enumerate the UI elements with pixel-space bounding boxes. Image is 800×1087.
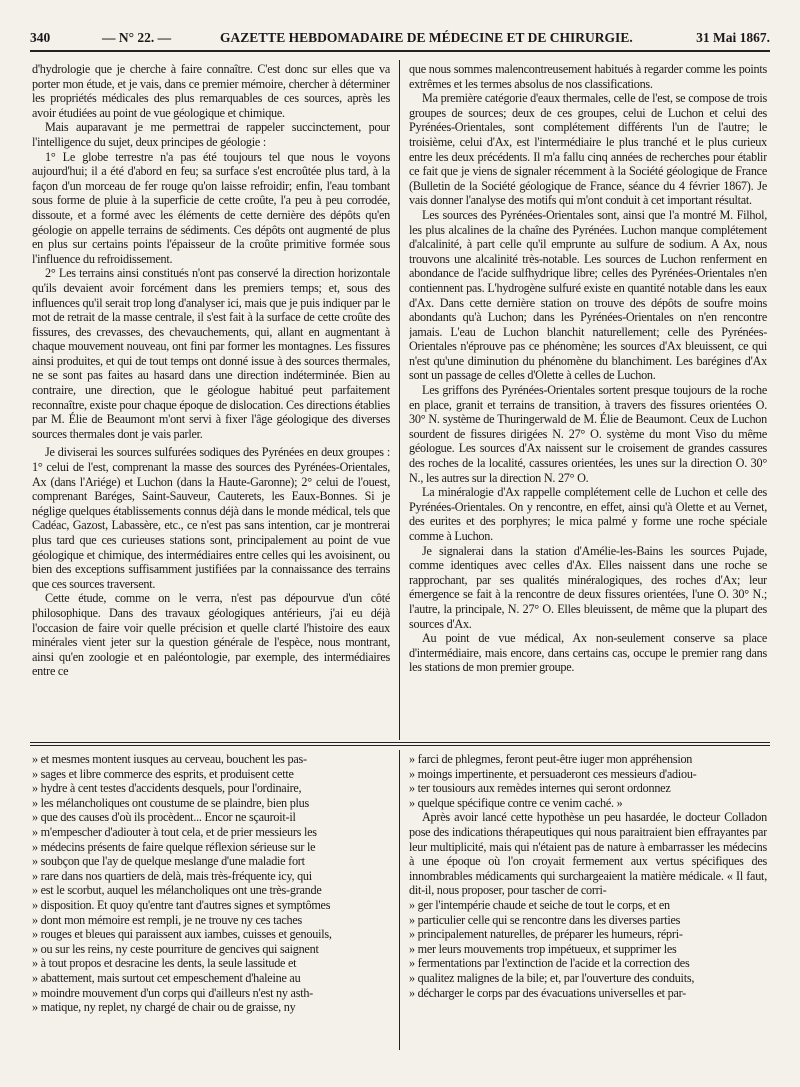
footnote-line: » dont mon mémoire est rempli, je ne trouve ny ces taches <box>32 912 303 927</box>
footnote-left-column <box>32 752 390 1052</box>
footnote-line: » quelque spécifique contre ce venim caché. » <box>409 795 623 810</box>
footnote-line: » rouges et bleues qui paraissent aux iambes, cuisses et genouils, <box>32 927 332 942</box>
column-divider <box>399 750 400 1050</box>
paragraph: Je signalerai dans la station d'Amélie-les-Bains les sources Pujade, comme identiques avec celles d'Ax. Elles naissent dans une roche se rapprochant, par ses qualités minéralogiques, des roches d'Ax; leur émergence se fait à la rencontre de deux fissures orientées, l'une O. 30° N.; l'autre, la principale, N. 27° O. Elles bleuissent, de même que la plupart des sources d'Ax. <box>409 543 767 631</box>
footnote-line: » qualitez malignes de la bile; et, par l'ouverture des conduits, <box>409 970 695 985</box>
footnote-line: » soubçon que l'ay de quelque meslange d'une maladie fort <box>32 854 305 869</box>
section-rule <box>30 742 770 743</box>
footnote-line: » décharger le corps par des évacuations universelles et par- <box>409 985 686 1000</box>
footnote-line: » ger l'intempérie chaude et seiche de tout le corps, et en <box>409 897 670 912</box>
footnote-line: » abattement, mais surtout cet empeschement d'haleine au <box>32 970 301 985</box>
section-rule <box>30 745 770 746</box>
footnote-line: » farci de phlegmes, feront peut-être iuger mon appréhension <box>409 752 693 766</box>
paragraph: d'hydrologie que je cherche à faire connaître. C'est donc sur elles que va porter mon étude, et je vais, dans ce premier mémoire, chercher à déterminer les propriétés médicales des plus remarquables de ces sources, après les avoir étudiées au point de vue géologique et chimique. <box>32 62 390 120</box>
footnote-right-column <box>409 752 767 1052</box>
header-rule <box>30 50 770 52</box>
footnote-line: » les mélancholiques ont coustume de se plaindre, bien plus <box>32 795 310 810</box>
page-header <box>30 30 770 50</box>
journal-title: GAZETTE HEBDOMADAIRE DE MÉDECINE ET DE CHIRURGIE. <box>220 30 633 45</box>
issue-number: — N° 22. — <box>102 30 172 45</box>
footnote-line: » médecins présents de faire quelque réflexion sérieuse sur le <box>32 839 316 854</box>
page-number: 340 <box>30 30 51 45</box>
issue-date: 31 Mai 1867. <box>696 30 770 45</box>
paragraph: Les griffons des Pyrénées-Orientales sortent presque toujours de la roche en place, granit et terrains de transition, à travers des fissures orientées O. 30° N. système de Thuringerwald de M. Élie de Beaumont. Ceux de Luchon sourdent de fissures dirigées N. 27° O. système du mont Viso du même géologue. Les sources d'Ax naissent sur le croisement de grandes cassures des roches de la localité, cassures orientées, les unes sur la direction O. 30° N., les autres sur la direction N. 27° O. <box>409 383 767 485</box>
footnote-line: Après avoir lancé cette hypothèse un peu hasardée, le docteur Colladon pose des indications thérapeutiques qui nous paraitraient bien effrayantes par leur multiplicité, mais qui n'étaient pas de nature à embarrasser les médecins à une époque où l'on croyait fermement aux vertus spécifiques des innombrables médicaments qui surchargeaient la matière médicale. « Il faut, dit-il, nous proposer, pour tascher de corri- <box>409 810 767 898</box>
footnote-line: » m'empescher d'adiouter à tout cela, et de prier messieurs les <box>32 824 317 839</box>
left-column <box>32 62 390 738</box>
paragraph: 2° Les terrains ainsi constitués n'ont pas conservé la direction horizontale qu'ils devaient avoir forcément dans les premiers temps; et, sous des influences qu'il serait trop long d'analyser ici, mais que je puis indiquer par le mot de retrait de la masse centrale, il s'est fait à la surface de cette croûte des fissures, des crevasses, des chevauchements, qui, allant en augmentant à chaque mouvement nouveau, ont fini par former les montagnes. Les fissures ainsi produites, et qui de tout temps ont donné issue à des sources thermales, ne se sont pas faites au hasard dans une direction indéterminée. Bien au contraire, une direction, que le géologue habitué peut parfaitement reconnaître, existe pour chaque époque de dislocation. Ces directions établies par M. Élie de Beaumont m'ont servi à fixer l'âge géologique des diverses sources thermales dont je vais parler. <box>32 266 390 441</box>
footnote-line: » à tout propos et desracine les dents, la seule lassitude et <box>32 956 297 971</box>
footnote-line: » est le scorbut, auquel les mélancholiques ont une très-grande <box>32 883 322 898</box>
right-column <box>409 62 767 738</box>
footnote-line: » que des causes d'où ils procèdent... Encor ne sçauroit-il <box>32 810 296 825</box>
footnote-line: » moindre mouvement d'un corps qui d'ailleurs n'est ny asth- <box>32 985 313 1000</box>
footnote-line: » ter tousiours aux remèdes internes qui seront ordonnez <box>409 781 671 796</box>
footnote-line: » moings impertinente, et persuaderont ces messieurs d'adiou- <box>409 766 697 781</box>
footnote-line: » matique, ny replet, ny chargé de chair ou de graisse, ny <box>32 1000 296 1015</box>
paragraph: Au point de vue médical, Ax non-seulement conserve sa place d'intermédiaire, mais encore, dans certains cas, occupe le premier rang dans les stations de mon premier groupe. <box>409 631 767 675</box>
footnote-line: » ou sur les reins, ny ceste pourriture de gencives qui saignent <box>32 941 319 956</box>
footnote-line: » fermentations par l'extinction de l'acide et la correction des <box>409 956 690 971</box>
paragraph: La minéralogie d'Ax rappelle complétement celle de Luchon et celle des Pyrénées-Orientales. On y rencontre, en effet, ainsi qu'à Olette et au Vernet, des eurites et des porphyres; le mica palmé y forme une roche spéciale comme à Luchon. <box>409 485 767 543</box>
paragraph: Je diviserai les sources sulfurées sodiques des Pyrénées en deux groupes : 1° celui de l'est, comprenant la masse des sources des Pyrénées-Orientales, Ax (dans l'Ariége) et Luchon (dans la Haute-Garonne); 2° celui de l'ouest, comprenant Baréges, Saint-Sauveur, Cauterets, les Eaux-Bonnes. Si je néglige quelques établissements connus déjà dans le monde médical, tels que Cadéac, Gazost, Labassère, etc., ce n'est pas sans intention, car je montrerai plus tard que ces curieuses stations sont, principalement au point de vue géologique et chimique, des intermédiaires entre celles qui les avoisinent, ou bien des exceptions suffisamment justifiées par la connaissance des terrains que ces sources traversent. <box>32 445 390 591</box>
footnote-line: » hydre à cent testes d'accidents desquels, pour l'ordinaire, <box>32 781 302 796</box>
footnote-line: » principalement naturelles, de préparer les humeurs, répri- <box>409 927 683 942</box>
paragraph: que nous sommes malencontreusement habitués à regarder comme les points extrêmes et les termes absolus de nos classifications. <box>409 62 767 91</box>
paragraph: Les sources des Pyrénées-Orientales sont, ainsi que l'a montré M. Filhol, les plus alcalines de la chaîne des Pyrénées. Luchon manque complétement d'alcalinité, à part celle qu'il emprunte au sulfure de sodium. A Ax, nous trouvons une alcalinité très-notable. Les sources de Luchon renferment en abondance de l'acide sulfhydrique libre; celles des Pyrénées-Orientales n'en contiennent pas. L'hydrogène sulfuré existe en quantité notable dans les eaux d'Ax. Dans cette dernière station on trouve des dépôts de soufre moins abondants qu'à Luchon; dans les Pyrénées-Orientales on n'en rencontre jamais. L'eau de Luchon blanchit naturellement; celle des Pyrénées-Orientales n'éprouve pas ce phénomène; les sources d'Ax bleuissent, ce qui n'est qu'une diminution du phénomène du blanchiment. Les barégines d'Ax sont un passage de celles d'Olette à celles de Luchon. <box>409 207 767 383</box>
footnote-line: » particulier celle qui se rencontre dans les diverses parties <box>409 912 681 927</box>
paragraph: Cette étude, comme on le verra, n'est pas dépourvue d'un côté philosophique. Dans des travaux géologiques antérieurs, j'ai eu déjà l'occasion de faire voir quelle précision et quelle clarté l'histoire des eaux minérales vient jeter sur la question générale de l'espèce, nous montrant, ainsi qu'en zoologie et en paléontologie, par exemple, des intermédiaires entre ce <box>32 591 390 679</box>
footnote-line: » et mesmes montent iusques au cerveau, bouchent les pas- <box>32 752 307 766</box>
footnote-line: » sages et libre commerce des esprits, et produisent cette <box>32 766 294 781</box>
footnote-line: » disposition. Et quoy qu'entre tant d'autres signes et symptômes <box>32 897 331 912</box>
paragraph: Ma première catégorie d'eaux thermales, celle de l'est, se compose de trois groupes de sources; deux de ces groupes, celui de Luchon et celui des Pyrénées-Orientales, sont complétement différents l'un de l'autre; le troisième, celui d'Ax, est l'intermédiaire le plus tranché et le plus curieux entre les deux précédents. Il m'a fallu cinq années de recherches pour établir ce fait que je viens de signaler récemment à la Société géologique de France (Bulletin de la Société géologique de France, séance du 4 février 1867). Je vais donner l'analyse des motifs qui m'ont conduit à cet important résultat. <box>409 91 767 208</box>
footnote-line: » rare dans nos quartiers de delà, mais très-fréquente icy, qui <box>32 868 312 883</box>
column-divider <box>399 60 400 740</box>
footnote-line: » mer leurs mouvements trop impétueux, et supprimer les <box>409 941 677 956</box>
paragraph: 1° Le globe terrestre n'a pas été toujours tel que nous le voyons aujourd'hui; il a été d'abord en feu; sa surface s'est encroûtée plus tard, à la façon d'un morceau de fer rouge qu'on laisse refroidir; enfin, l'eau tombant sous forme de pluie à la superficie de cette croûte, l'a peu à peu corrodée, dissoute, et a formé avec les éléments de cette dernière des dépôts qu'en géologie on appelle terrains de sédiments. Ces dépôts ont augmenté de plus en plus sur certains points l'épaisseur de la croûte primitive formée sous l'influence du refroidissement. <box>32 149 390 266</box>
paragraph: Mais auparavant je me permettrai de rappeler succinctement, pour l'intelligence du sujet, deux principes de géologie : <box>32 120 390 149</box>
